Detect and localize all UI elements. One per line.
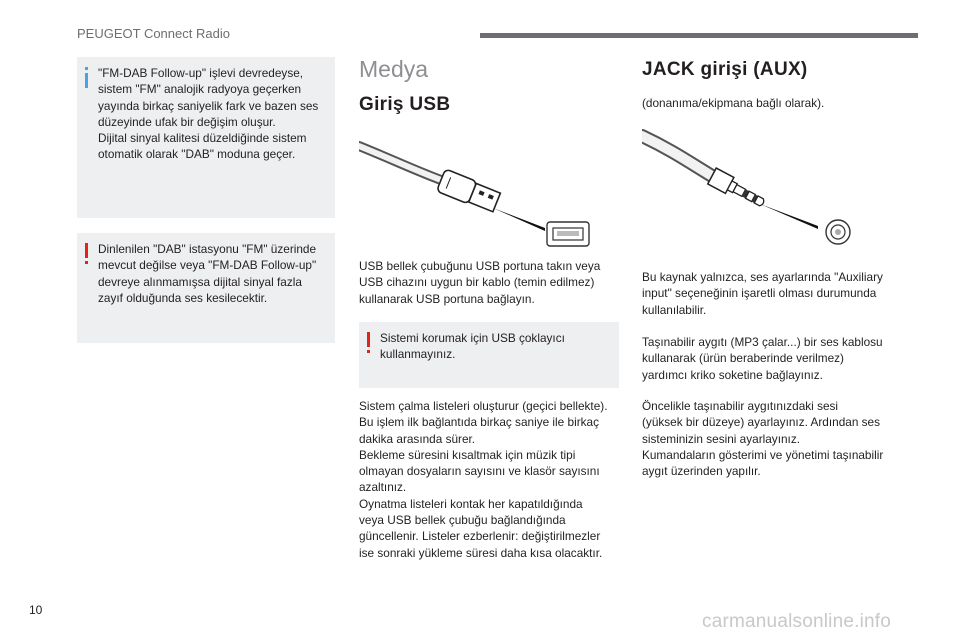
usb-body-line: Oynatma listeleri kontak her kapatıldığında — [359, 496, 583, 511]
jack-line: Kumandaların gösterimi ve yönetimi taşınabilir — [642, 447, 884, 462]
warning-line: kullanmayınız. — [380, 347, 456, 362]
info-line: düzeyinde ufak bir değişim oluşur. — [98, 114, 276, 129]
jack-line: yardımcı kriko soketine bağlayınız. — [642, 367, 823, 382]
usb-body-line: olmayan dosyaların sayısını ve klasör sayısını — [359, 464, 600, 479]
usb-body-line: güncellenir. Listeler ezberlenir: değiştirilmezler — [359, 529, 601, 544]
warning-line: zayıf olduğunda ses kesilecektir. — [98, 290, 268, 305]
warning-icon — [85, 243, 88, 264]
info-line: otomatik olarak "DAB" moduna geçer. — [98, 147, 296, 162]
warning-line: Sistemi korumak için USB çoklayıcı — [380, 331, 565, 345]
usb-intro-line: kullanarak USB portuna bağlayın. — [359, 291, 535, 306]
header-title: PEUGEOT Connect Radio — [77, 26, 230, 41]
jack-line: sisteminizin sesini ayarlayınız. — [642, 431, 801, 446]
watermark: carmanualsonline.info — [702, 611, 892, 632]
info-line: "FM-DAB Follow-up" işlevi devredeyse, — [98, 66, 304, 80]
usb-warning-box — [359, 322, 619, 388]
info-icon — [85, 67, 88, 88]
warning-line: devreye alınmamışsa dijital sinyal fazla — [98, 274, 302, 289]
warning-line: mevcut değilse veya "FM-DAB Follow-up" — [98, 258, 317, 273]
jack-para-3 — [642, 398, 883, 479]
usb-body-line: veya USB bellek çubuğu bağlandığında — [359, 513, 566, 528]
jack-line: Bu kaynak yalnızca, ses ayarlarında "Auxiliary — [642, 270, 883, 284]
info-box — [77, 57, 335, 218]
usb-body-line: Bekleme süresini kısaltmak için müzik tipi — [359, 447, 576, 462]
usb-body — [359, 398, 607, 561]
jack-line: input" seçeneğinin işaretli olması durumunda — [642, 286, 877, 301]
header-bar — [480, 33, 918, 38]
usb-intro-line: USB bellek çubuğunu USB portuna takın veya — [359, 259, 601, 273]
usb-intro-line: USB cihazını uygun bir kablo (temin edilmez) — [359, 275, 595, 290]
usb-body-line: azaltınız. — [359, 480, 407, 495]
jack-line: (yüksek bir düzeye) ayarlayınız. Ardından ses — [642, 415, 881, 430]
info-line: Dijital sinyal kalitesi düzeldiğinde sistem — [98, 131, 307, 146]
usb-body-line: dakika arasında sürer. — [359, 431, 476, 446]
warning-box — [77, 233, 335, 343]
jack-line: aygıt üzerinden yapılır. — [642, 464, 761, 479]
usb-body-line: Sistem çalma listeleri oluşturur (geçici bellekte). — [359, 399, 608, 413]
usb-intro — [359, 258, 600, 307]
page-number: 10 — [29, 603, 43, 617]
jack-subtitle: JACK girişi (AUX) — [642, 59, 808, 80]
jack-para-1 — [642, 269, 883, 318]
usb-body-line: Bu işlem ilk bağlantıda birkaç saniye ile birkaç — [359, 415, 599, 430]
jack-line: kullanılabilir. — [642, 302, 707, 317]
jack-line: kullanarak (ürün beraberinde verilmez) — [642, 351, 844, 366]
warning-line: Dinlenilen "DAB" istasyonu "FM" üzerinde — [98, 242, 317, 256]
usb-subtitle: Giriş USB — [359, 94, 451, 115]
usb-port-icon — [547, 222, 589, 246]
usb-body-line: ise sonraki yükleme süresi daha kısa olacaktır. — [359, 545, 603, 560]
info-line: sistem "FM" analojik radyoya geçerken — [98, 82, 302, 97]
warning-icon — [367, 332, 370, 353]
section-title: Medya — [359, 56, 429, 82]
jack-para-2 — [642, 334, 883, 383]
jack-line: Taşınabilir aygıtı (MP3 çalar...) bir ses kablosu — [642, 335, 883, 349]
jack-note: (donanıma/ekipmana bağlı olarak). — [642, 96, 825, 110]
jack-socket-icon — [826, 220, 850, 244]
info-line: yayında birkaç saniyelik fark ve bazen ses — [98, 98, 319, 113]
jack-line: Öncelikle taşınabilir aygıtınızdaki sesi — [642, 399, 839, 413]
